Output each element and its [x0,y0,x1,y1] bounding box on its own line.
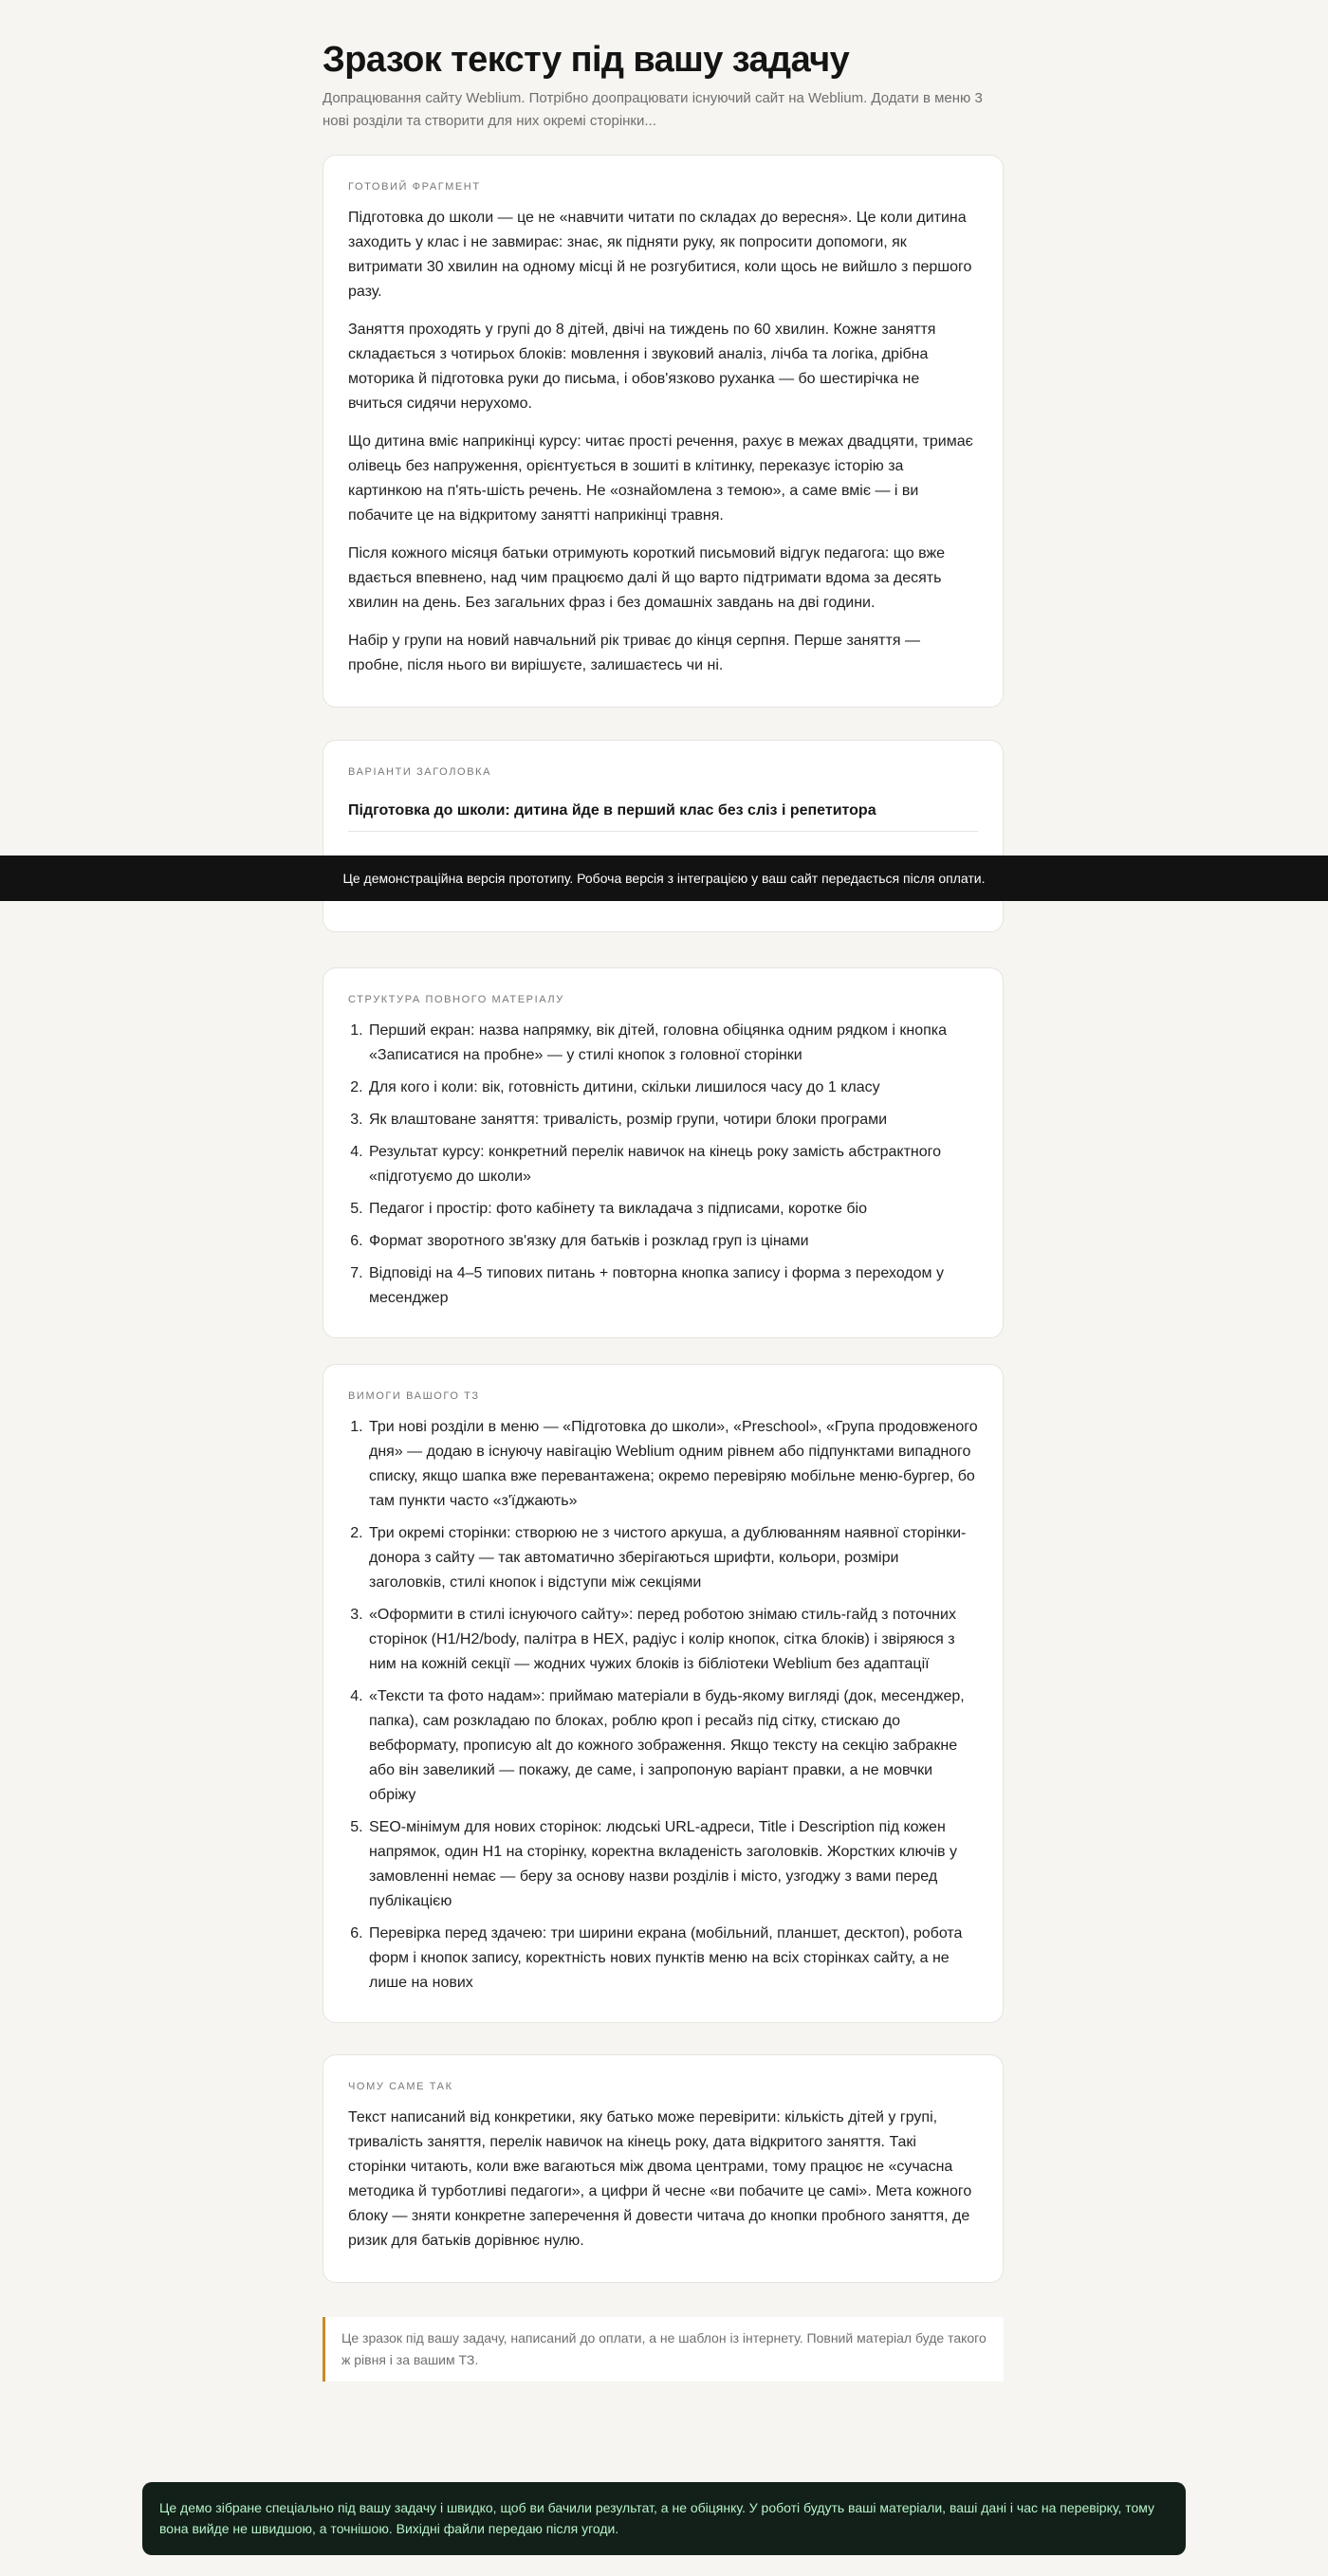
fragment-paragraph: Заняття проходять у групі до 8 дітей, двічі на тиждень по 60 хвилин. Кожне заняття складається з чотирьох блоків: мовлення і звуковий аналіз, лічба та логіка, дрібна моторика й підготовка руки до письма, і обов'язково руханка — бо шестирічка не вчиться сидячи нерухомо. [348,322,936,412]
list-item: 5. Педагог і простір: фото кабінету та викладача з підписами, коротке біо [367,1197,978,1222]
list-item: 3. «Оформити в стилі існуючого сайту»: перед роботою знімаю стиль-гайд з поточних сторінок (H1/H2/body, палітра в HEX, радіус і колір кнопок, сітка блоків) і звіряюся з ним на кожній секції — жодних чужих блоків із бібліотеки Weblium без адаптації [367,1603,978,1677]
headlines-card [323,740,1004,932]
structure-card [323,967,1004,1338]
list-item: 5. SEO-мінімум для нових сторінок: людські URL-адреси, Title і Description під кожен напрямок, один H1 на сторінку, коректна вкладеність заголовків. Жорстких ключів у замовленні немає — беру за основу назви розділів і місто, узгоджу з вами перед публікацією [367,1815,978,1914]
structure-list [348,1019,978,1311]
list-item: 2. Три окремі сторінки: створюю не з чистого аркуша, а дублюванням наявної сторінки-донора з сайту — так автоматично зберігаються шрифти, кольори, розміри заголовків, стилі кнопок і відступи між секціями [367,1521,978,1595]
why-card [323,2054,1004,2283]
card-label: ЧОМУ САМЕ ТАК [348,2081,453,2092]
card-label: ВАРІАНТИ ЗАГОЛОВКА [348,766,492,778]
list-item: 1. Три нові розділи в меню — «Підготовка до школи», «Preschool», «Група продовженого дня» — додаю в існуючу навігацію Weblium одним рівнем або підпунктами випадного списку, якщо шапка вже перевантажена; окремо перевіряю мобільне меню-бургер, бо там пункти часто «з'їджають» [367,1415,978,1514]
demo-banner: Це демонстраційна версія прототипу. Робоча версія з інтеграцією у ваш сайт передається після оплати. [0,856,1328,901]
sample-note: Це зразок під вашу задачу, написаний до оплати, а не шаблон із інтернету. Повний матеріал буде такого ж рівня і за вашим ТЗ. [323,2317,1004,2382]
page-title: Зразок тексту під вашу задачу [323,40,850,80]
fragment-paragraph: Що дитина вміє наприкінці курсу: читає прості речення, рахує в межах двадцяти, тримає олівець без напруження, орієнтується в зошиті в клітинку, переказує історію за картинкою на п'ять-шість речень. Не «ознайомлена з темою», а саме вміє — і ви побачите це на відкритому занятті наприкінці травня. [348,433,973,524]
list-item: 2. Для кого і коли: вік, готовність дитини, скільки лишилося часу до 1 класу [367,1076,978,1100]
fragment-card [323,155,1004,708]
list-item: 6. Перевірка перед здачею: три ширини екрана (мобільний, планшет, десктоп), робота форм і кнопок запису, коректність нових пунктів меню на всіх сторінках сайту, а не лише на нових [367,1922,978,1996]
why-text: Текст написаний від конкретики, яку батько може перевірити: кількість дітей у групі, тривалість заняття, перелік навичок на кінець року, дата відкритого заняття. Такі сторінки читають, коли вже вагаються між двома центрами, тому працює не «сучасна методика й турботливі педагоги», а цифри й чесне «ви побачите це самі». Мета кожного блоку — зняти конкретне заперечення й довести читача до кнопки пробного заняття, де ризик для батьків дорівнює нулю. [348,2109,972,2249]
card-label: ВИМОГИ ВАШОГО ТЗ [348,1390,480,1402]
list-item: 7. Відповіді на 4–5 типових питань + повторна кнопка запису і форма з переходом у месенджер [367,1261,978,1311]
fragment-paragraph: Набір у групи на новий навчальний рік триває до кінця серпня. Перше заняття — пробне, після нього ви вирішуєте, залишаєтесь чи ні. [348,633,920,673]
headline-variant: Підготовка до школи: дитина йде в перший клас без сліз і репетитора [348,791,978,832]
fragment-paragraph: Підготовка до школи — це не «навчити читати по складах до вересня». Це коли дитина заходить у клас і не завмирає: знає, як підняти руку, як попросити допомоги, як витримати 30 хвилин на одному місці й не розгубитися, коли щось не вийшло з першого разу. [348,210,972,300]
list-item: 1. Перший екран: назва напрямку, вік дітей, головна обіцянка одним рядком і кнопка «Записатися на пробне» — у стилі кнопок з головної сторінки [367,1019,978,1068]
card-label: ГОТОВИЙ ФРАГМЕНТ [348,181,481,193]
fragment-paragraph: Після кожного місяця батьки отримують короткий письмовий відгук педагога: що вже вдається впевнено, над чим працюємо далі й що варто підтримати вдома за десять хвилин на день. Без загальних фраз і без домашніх завдань на дві години. [348,545,946,611]
page-subtitle: Допрацювання сайту Weblium. Потрібно доопрацювати існуючий сайт на Weblium. Додати в меню 3 нові розділи та створити для них окремі сторінки... [323,90,983,129]
list-item: 3. Як влаштоване заняття: тривалість, розмір групи, чотири блоки програми [367,1108,978,1132]
list-item: 4. «Тексти та фото надам»: приймаю матеріали в будь-якому вигляді (док, месенджер, папка), сам розкладаю по блоках, роблю кроп і ресайз під сітку, стискаю до вебформату, прописую alt до кожного зображення. Якщо тексту на секцію забракне або він завеликий — покажу, де саме, і запропоную варіант правки, а не мовчки обріжу [367,1684,978,1808]
demo-disclaimer: Це демо зібране спеціально під вашу задачу і швидко, щоб ви бачили результат, а не обіцянку. У роботі будуть ваші матеріали, ваші дані і час на перевірку, тому вона вийде не швидшою, а точнішою. Вихідні файли передаю після угоди. [142,2482,1186,2555]
list-item: 6. Формат зворотного зв'язку для батьків і розклад груп із цінами [367,1229,978,1254]
card-label: СТРУКТУРА ПОВНОГО МАТЕРІАЛУ [348,994,564,1005]
requirements-list [348,1415,978,1996]
list-item: 4. Результат курсу: конкретний перелік навичок на кінець року замість абстрактного «підготуємо до школи» [367,1140,978,1189]
requirements-card [323,1364,1004,2023]
